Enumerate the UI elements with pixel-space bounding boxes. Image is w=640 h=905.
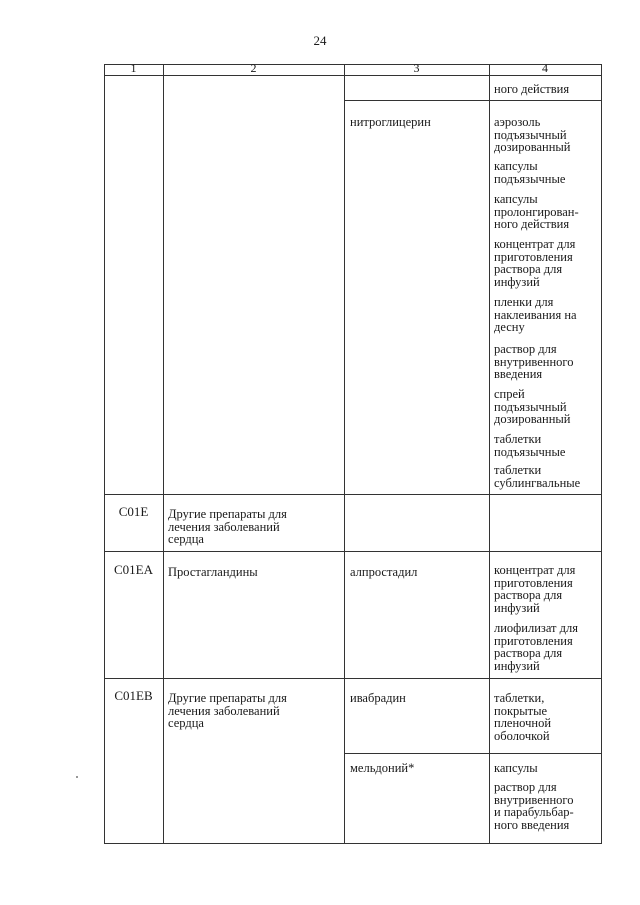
header-col-2: 2 [250,61,257,75]
table-right-border [601,64,602,844]
dosage-form: капсулы пролонгирован- ного действия [494,192,579,231]
row-divider [104,551,602,552]
dosage-form: ного действия [494,82,570,96]
atc-group-name: Другие препараты для лечения заболеваний сердца [168,691,287,730]
header-col-4: 4 [542,61,548,75]
dosage-form: капсулы подъязычные [494,159,566,186]
atc-group-name: Другие препараты для лечения заболеваний сердца [168,507,287,546]
header-bottom-border [104,75,602,76]
atc-group-name: Простагландины [168,565,258,579]
column-divider [489,64,490,844]
dosage-form: раствор для внутривенного и парабульбар- ного введения [494,780,574,832]
dosage-form: аэрозоль подъязычный дозированный [494,115,571,154]
dosage-form: таблетки, покрытые пленочной оболочкой [494,691,552,743]
row-divider [104,494,602,495]
drug-name: алпростадил [350,565,418,579]
dosage-form: концентрат для приготовления раствора для инфузий [494,563,576,615]
header-col-3: 3 [413,61,420,75]
dosage-form: раствор для внутривенного введения [494,342,574,381]
column-divider [163,64,164,844]
drug-name: мельдоний* [350,761,415,775]
dosage-form: спрей подъязычный дозированный [494,387,571,426]
dosage-form: пленки для наклеивания на десну [494,295,577,334]
dosage-form: капсулы [494,761,538,775]
dosage-form: таблетки подъязычные [494,432,566,459]
page-number: 24 [313,33,327,48]
scan-speck [76,776,78,778]
drug-name: ивабрадин [350,691,406,705]
column-divider [344,64,345,844]
table-left-border [104,64,105,844]
row-divider [104,678,602,679]
table-bottom-border [104,843,602,844]
dosage-form: концентрат для приготовления раствора для инфузий [494,237,576,289]
drug-name: нитроглицерин [350,115,431,129]
row-divider [344,753,602,754]
row-divider [344,100,602,101]
dosage-form: таблетки сублингвальные [494,463,581,490]
atc-code: C01EA [114,562,153,577]
header-col-1: 1 [130,61,137,75]
drug-table [104,61,602,844]
dosage-form: лиофилизат для приготовления раствора для инфузий [494,621,578,673]
atc-code: C01EB [114,688,153,703]
atc-code: C01E [118,504,149,519]
